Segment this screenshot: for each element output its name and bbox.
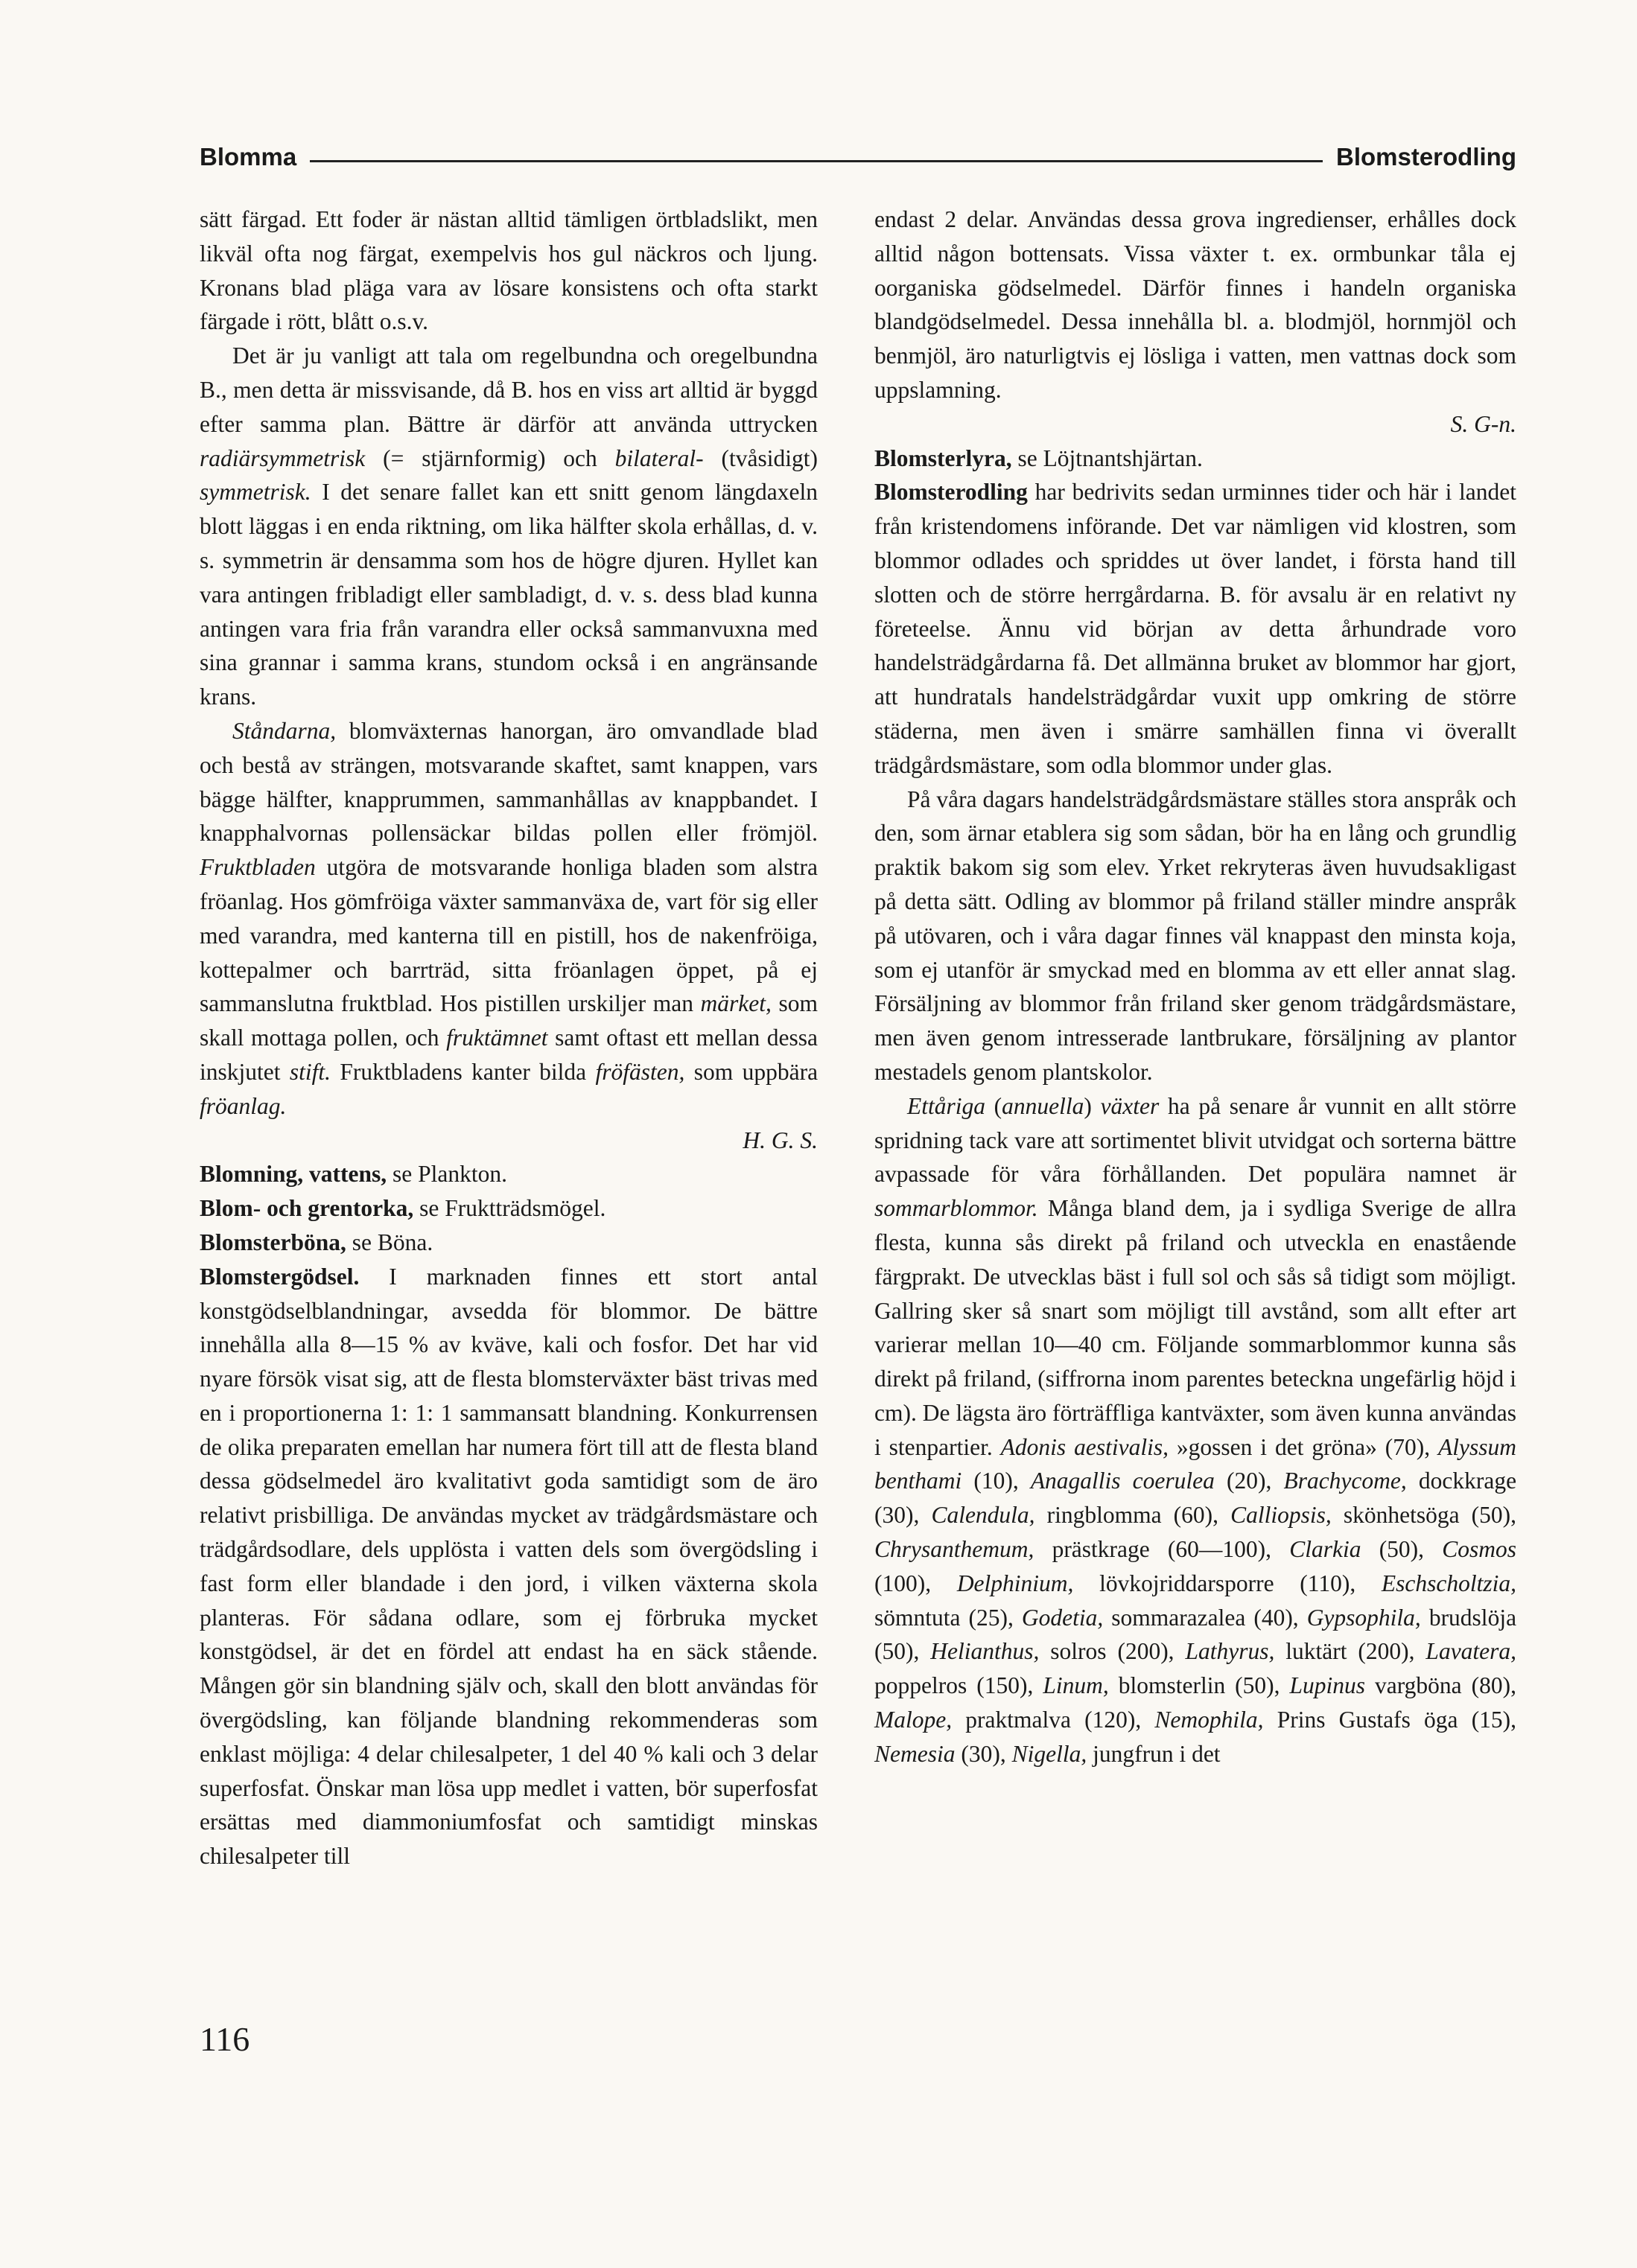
header-rule [310, 160, 1323, 162]
paragraph: endast 2 delar. Användas dessa grova ingredienser, erhålles dock alltid någon bottensats. Vissa växter t. ex. ormbunkar tåla ej oorganiska gödselmedel. Därför finnes i handeln organiska blandgödselmedel. Dessa innehålla bl. a. blodmjöl, hornmjöl och benmjöl, äro naturligtvis ej lösliga i vatten, men vattnas dock som uppslamning. [874, 206, 1516, 403]
entry-blomning: Blomning, vattens, se Plankton. [200, 1161, 508, 1188]
paragraph: Ståndarna, blomväxternas hanorgan, äro omvandlade blad och bestå av strängen, motsvarande skaftet, samt knappen, vars bägge hälfter, knapprummen, sammanhållas av knappbandet. I knapphalvornas pollensäckar bildas pollen eller frömjöl. Fruktbladen utgöra de motsvarande honliga bladen som alstra fröanlag. Hos gömfröiga växter sammanväxa de, vart för sig eller med varandra, med kanterna till en pistill, hos de nakenfröiga, kottepalmer och barrträd, sitta fröanlagen öppet, på ej sammanslutna fruktblad. Hos pistillen urskiljer man märket, som skall mottaga pollen, och fruktämnet samt oftast ett mellan dessa inskjutet stift. Fruktbladens kanter bilda fröfästen, som uppbära fröanlag. [200, 717, 818, 1119]
entry-blomsterbona: Blomsterböna, se Böna. [200, 1229, 433, 1255]
paragraph: På våra dagars handelsträdgårdsmästare ställes stora anspråk och den, som ärnar etablera sig som sådan, bör ha en lång och grundlig praktik bakom sig som elev. Yrket rekryteras även huvudsakligast på detta sätt. Odling av blommor på friland ställer mindre anspråk på utövaren, och i våra dagar finnes väl knappast den minsta koja, som ej utanför är smyckad med en blomma av ett eller annat slag. Försäljning av blommor från friland sker genom trädgårdsmästare, men även genom intresserade lantbrukare, försäljning av plantor mestadels genom plantskolor. [874, 786, 1516, 1085]
page-number: 116 [200, 2020, 250, 2058]
paragraph: sätt färgad. Ett foder är nästan alltid tämligen örtbladslikt, men likväl ofta nog färgat, exempelvis hos gul näckros och ljung. Kronans blad pläga vara av lösare konsistens och ofta starkt färgade i rött, blått o.s.v. [200, 206, 818, 335]
left-column [200, 203, 818, 1873]
header-left-title: Blomma [200, 143, 297, 171]
right-column [874, 203, 1516, 1771]
author-signature: S. G-n. [1450, 410, 1516, 437]
paragraph: Ettåriga (annuella) växter ha på senare år vunnit en allt större spridning tack vare att sortimentet blivit utvidgat och sorterna bättre avpassade för våra förhållanden. Det populära namnet är sommarblommor. Många bland dem, ja i sydliga Sverige de allra flesta, kunna sås direkt på friland och utveckla en enastående färgprakt. De utvecklas bäst i full sol och sås så tidigt som möjligt. Gallring sker så snart som möjligt till avstånd, som allt efter art varierar mellan 10—40 cm. Följande sommarblommor kunna sås direkt på friland, (siffrorna inom parentes beteckna ungefärlig höjd i cm). De lägsta äro förträffliga kantväxter, som även kunna användas i stenpartier. Adonis aestivalis, »gossen i det gröna» (70), Alyssum benthami (10), Anagallis coerulea (20), Brachycome, dockkrage (30), Calendula, ringblomma (60), Calliopsis, skönhetsöga (50), Chrysanthemum, prästkrage (60—100), Clarkia (50), Cosmos (100), Delphinium, lövkojriddarsporre (110), Eschscholtzia, sömntuta (25), Godetia, sommarazalea (40), Gypsophila, brudslöja (50), Helianthus, solros (200), Lathyrus, luktärt (200), Lavatera, poppelros (150), Linum, blomsterlin (50), Lupinus vargböna (80), Malope, praktmalva (120), Nemophila, Prins Gustafs öga (15), Nemesia (30), Nigella, jungfrun i det [874, 1092, 1517, 1767]
entry-blom-grentorka: Blom- och grentorka, se Fruktträdsmögel. [200, 1195, 606, 1222]
author-signature: H. G. S. [743, 1127, 818, 1153]
header-right-title: Blomsterodling [1335, 143, 1516, 171]
entry-blomstergodsel: Blomstergödsel. I marknaden finnes ett stort antal konstgödselblandningar, avsedda för blommor. De bättre innehålla alla 8—15 % av kväve, kali och fosfor. Det har vid nyare försök visat sig, att de flesta blomsterväxter bäst trivas med en i proportionerna 1: 1: 1 sammansatt blandning. Konkurrensen de olika preparaten emellan har numera fört till att de flesta bland dessa gödselmedel äro kvalitativt goda samtidigt som de äro relativt prisbilliga. De användas mycket av trädgårdsmästare och trädgårdsodlare, dels upplösta i vatten dels som övergödsling i fast form eller blandade i den jord, i vilken växterna skola planteras. För sådana odlare, som ej förbruka mycket konstgödsel, är det en fördel att endast ha en säck stående. Mången gör sin blandning själv och, skall den blott användas för övergödsling, kan följande blandning rekommenderas som enklast möjliga: 4 delar chilesalpeter, 1 del 40 % kali och 3 delar superfosfat. Önskar man lösa upp medlet i vatten, bör superfosfat ersättas med diammoniumfosfat och samtidigt minskas chilesalpeter till [200, 1263, 818, 1870]
entry-blomsterodling: Blomsterodling har bedrivits sedan urminnes tider och här i landet från kristendomens införande. Det var nämligen vid klostren, som blommor odlades och spriddes ut över landet, i första hand till slotten och de större herrgårdarna. B. för avsalu är en relativt ny företeelse. Ännu vid början av detta århundrade voro handelsträdgårdarna få. Det allmänna bruket av blommor har gjort, att hundratals handelsträdgårdar vuxit upp omkring de större städerna, men även i smärre samhällen finna vi överallt trädgårdsmästare, som odla blommor under glas. [874, 479, 1517, 778]
paragraph: Det är ju vanligt att tala om regelbundna och oregelbundna B., men detta är missvisande, då B. hos en viss art alltid är byggd efter samma plan. Bättre är därför att använda uttrycken radiärsymmetrisk (= stjärnformig) och bilateral- (tvåsidigt) symmetrisk. I det senare fallet kan ett snitt genom längdaxeln blott läggas i en enda riktning, om lika hälfter skola erhållas, d. v. s. symmetrin är densamma som hos de högre djuren. Hyllet kan vara antingen fribladigt eller sambladigt, d. v. s. dess blad kunna antingen vara fria från varandra eller också sammanvuxna med sina grannar i samma krans, stundom också i en angränsande krans. [200, 343, 818, 710]
entry-blomsterlyra: Blomsterlyra, se Löjtnantshjärtan. [874, 445, 1203, 471]
running-header [200, 138, 1516, 176]
